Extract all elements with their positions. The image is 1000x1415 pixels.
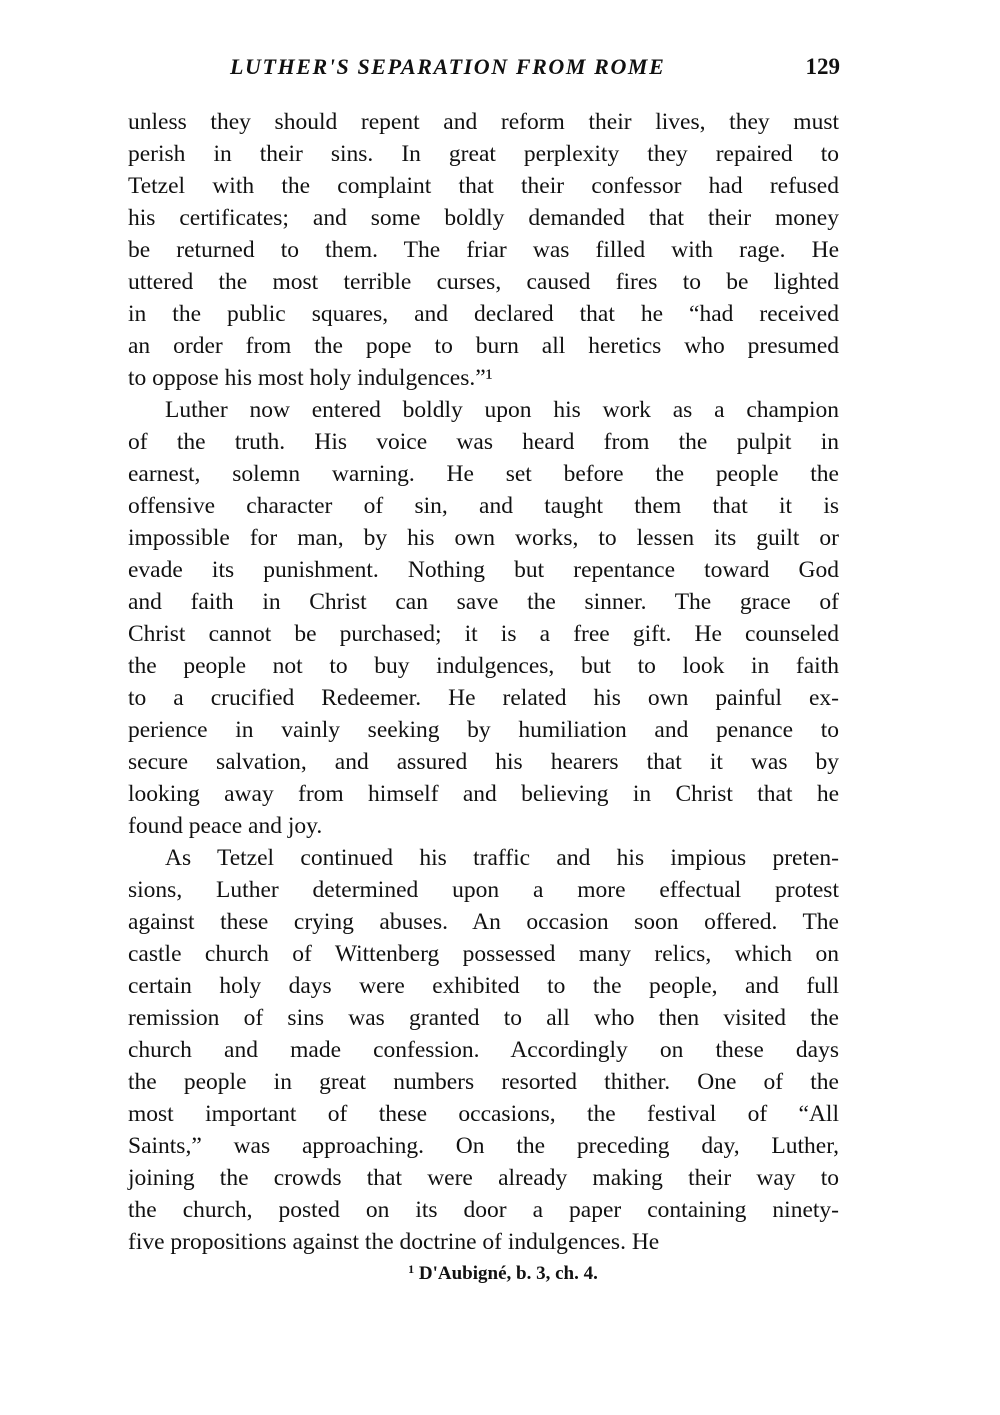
paragraph [128,106,839,394]
text-line: to a crucified Redeemer. He related his own painful ex- [128,685,839,711]
text-line: Tetzel with the complaint that their confessor had refused [128,173,839,199]
text-line: joining the crowds that were already making their way to [128,1165,839,1191]
text-line: against these crying abuses. An occasion soon offered. The [128,909,839,935]
text-line: perish in their sins. In great perplexity they repaired to [128,141,839,167]
text-line: found peace and joy. [128,813,323,839]
text-line: five propositions against the doctrine of indulgences. He [128,1229,660,1255]
footnote-marker: 1 [408,1262,415,1276]
text-line: unless they should repent and reform their lives, they must [128,109,839,135]
text-line: Luther now entered boldly upon his work as a champion [165,397,839,423]
text-line: evade its punishment. Nothing but repentance toward God [128,557,839,583]
text-line: most important of these occasions, the festival of “All [128,1101,839,1127]
text-line: the people in great numbers resorted thither. One of the [128,1069,839,1095]
text-line: church and made confession. Accordingly on these days [128,1037,839,1063]
text-line: earnest, solemn warning. He set before the people the [128,461,839,487]
footnote [0,1262,1000,1285]
text-line: of the truth. His voice was heard from the pulpit in [128,429,839,455]
paragraph [128,842,839,1258]
text-line: uttered the most terrible curses, caused fires to be lighted [128,269,839,295]
body-text [128,106,839,1258]
text-line: be returned to them. The friar was filled with rage. He [128,237,839,263]
running-header [128,54,840,86]
text-line: sions, Luther determined upon a more effectual protest [128,877,839,903]
text-line: perience in vainly seeking by humiliation and penance to [128,717,839,743]
text-line: an order from the pope to burn all heretics who presumed [128,333,839,359]
text-line: offensive character of sin, and taught them that it is [128,493,839,519]
text-line: to oppose his most holy indulgences.”¹ [128,365,493,391]
text-line: his certificates; and some boldly demanded that their money [128,205,839,231]
text-line: Saints,” was approaching. On the preceding day, Luther, [128,1133,839,1159]
text-line: remission of sins was granted to all who then visited the [128,1005,839,1031]
text-line: impossible for man, by his own works, to lessen its guilt or [128,525,839,551]
text-line: looking away from himself and believing in Christ that he [128,781,839,807]
text-line: As Tetzel continued his traffic and his impious preten- [165,845,839,871]
text-line: in the public squares, and declared that he “had received [128,301,839,327]
running-title: LUTHER'S SEPARATION FROM ROME [230,54,666,79]
page-number: 129 [805,54,840,79]
text-line: Christ cannot be purchased; it is a free gift. He counseled [128,621,839,647]
text-line: the people not to buy indulgences, but to look in faith [128,653,839,679]
text-line: castle church of Wittenberg possessed many relics, which on [128,941,839,967]
paragraph [128,394,839,842]
text-line: the church, posted on its door a paper containing ninety- [128,1197,839,1223]
text-line: and faith in Christ can save the sinner. The grace of [128,589,839,615]
footnote-text: D'Aubigné, b. 3, ch. 4. [418,1263,598,1284]
text-line: certain holy days were exhibited to the people, and full [128,973,839,999]
text-line: secure salvation, and assured his hearers that it was by [128,749,839,775]
